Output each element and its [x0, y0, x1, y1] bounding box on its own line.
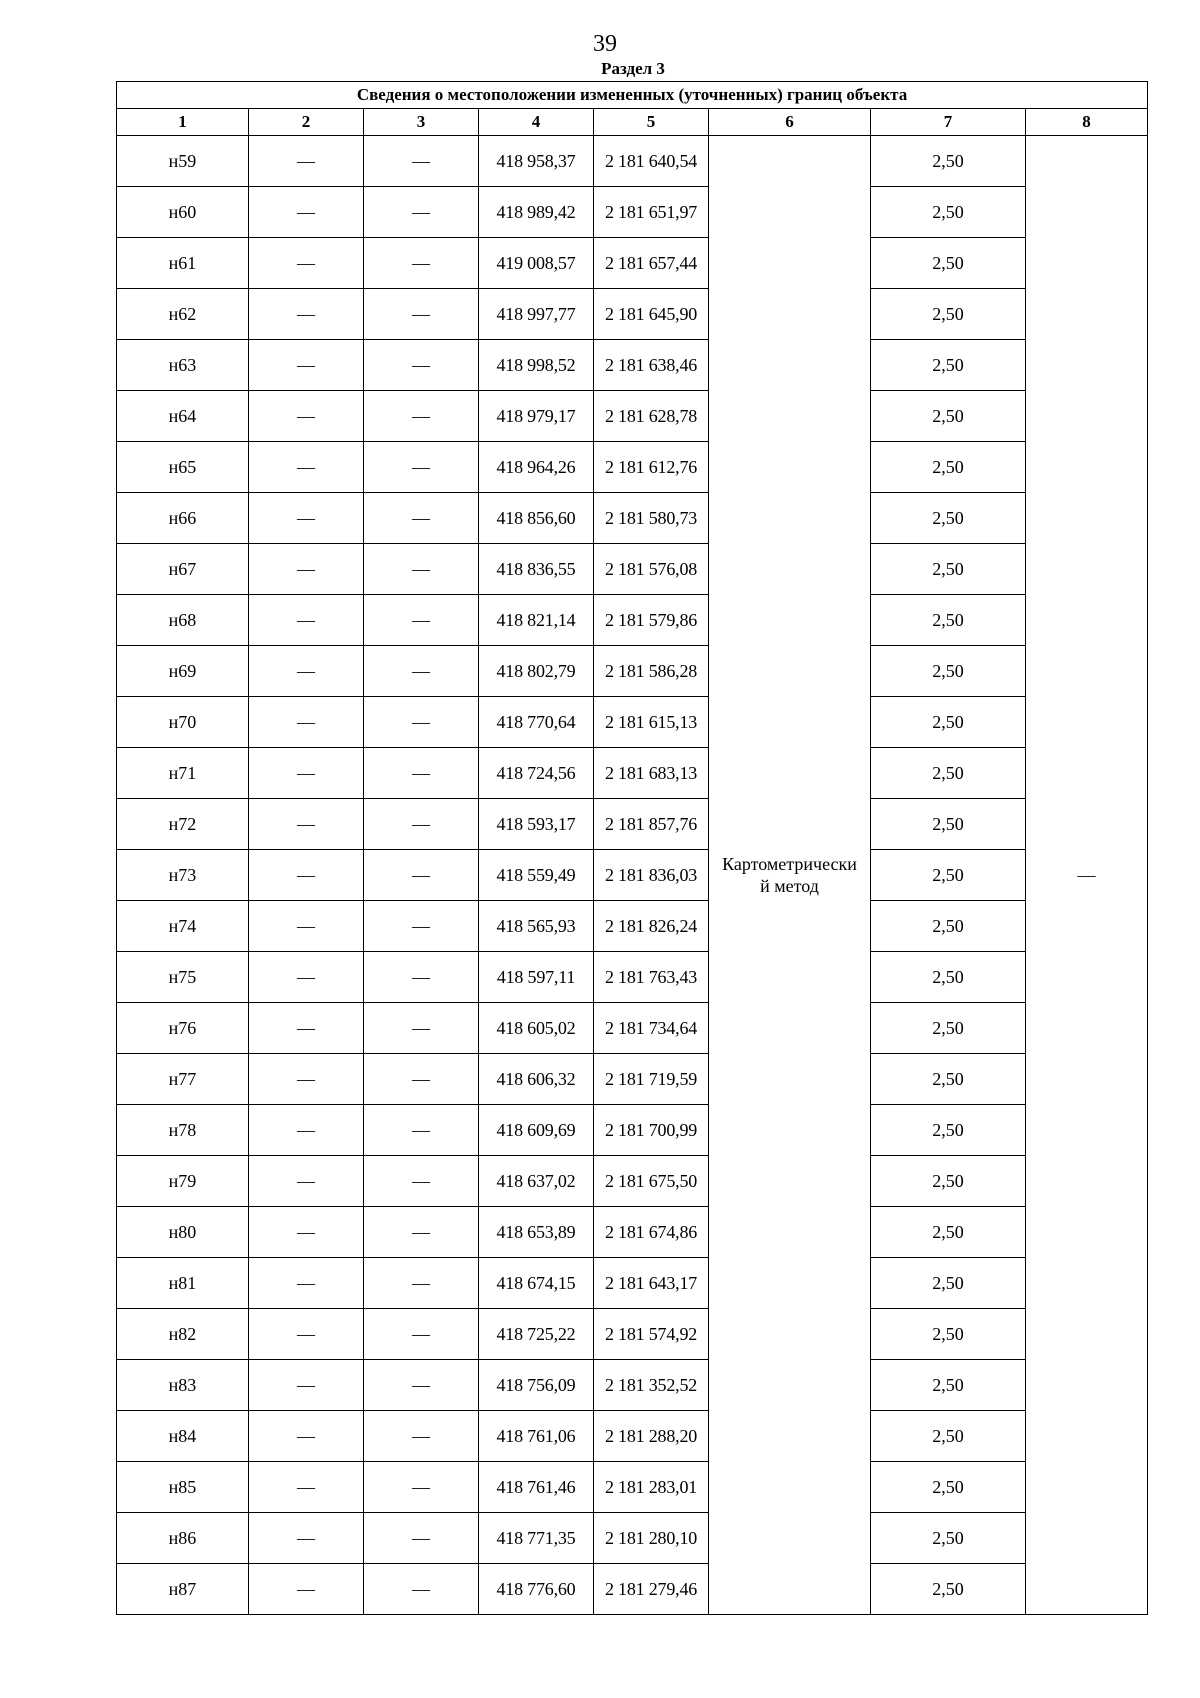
table-row — [117, 1462, 1148, 1513]
col3-cell: — — [364, 748, 479, 799]
point-id-cell: н72 — [117, 799, 249, 850]
accuracy-cell: 2,50 — [871, 1258, 1026, 1309]
accuracy-cell: 2,50 — [871, 1207, 1026, 1258]
y-coordinate-cell: 2 181 651,97 — [594, 187, 709, 238]
accuracy-cell: 2,50 — [871, 238, 1026, 289]
col3-cell: — — [364, 1309, 479, 1360]
col3-cell: — — [364, 391, 479, 442]
col3-cell: — — [364, 1054, 479, 1105]
y-coordinate-cell: 2 181 576,08 — [594, 544, 709, 595]
accuracy-cell: 2,50 — [871, 1360, 1026, 1411]
point-id-cell: н75 — [117, 952, 249, 1003]
point-id-cell: н84 — [117, 1411, 249, 1462]
x-coordinate-cell: 418 761,06 — [479, 1411, 594, 1462]
col3-cell: — — [364, 340, 479, 391]
point-id-cell: н63 — [117, 340, 249, 391]
x-coordinate-cell: 418 761,46 — [479, 1462, 594, 1513]
point-id-cell: н81 — [117, 1258, 249, 1309]
col2-cell: — — [249, 1003, 364, 1054]
table-row — [117, 1360, 1148, 1411]
accuracy-cell: 2,50 — [871, 1105, 1026, 1156]
x-coordinate-cell: 418 606,32 — [479, 1054, 594, 1105]
accuracy-cell: 2,50 — [871, 187, 1026, 238]
accuracy-cell: 2,50 — [871, 1156, 1026, 1207]
accuracy-cell: 2,50 — [871, 901, 1026, 952]
col2-cell: — — [249, 1462, 364, 1513]
accuracy-cell: 2,50 — [871, 799, 1026, 850]
method-line-1: Картометрически — [722, 854, 857, 874]
y-coordinate-cell: 2 181 580,73 — [594, 493, 709, 544]
point-id-cell: н79 — [117, 1156, 249, 1207]
point-id-cell: н87 — [117, 1564, 249, 1615]
col3-cell: — — [364, 1258, 479, 1309]
accuracy-cell: 2,50 — [871, 340, 1026, 391]
col3-cell: — — [364, 1564, 479, 1615]
table-row — [117, 289, 1148, 340]
col3-cell: — — [364, 544, 479, 595]
x-coordinate-cell: 418 770,64 — [479, 697, 594, 748]
page-number: 39 — [593, 31, 617, 57]
x-coordinate-cell: 418 725,22 — [479, 1309, 594, 1360]
x-coordinate-cell: 418 802,79 — [479, 646, 594, 697]
col3-cell: — — [364, 1105, 479, 1156]
col2-cell: — — [249, 442, 364, 493]
x-coordinate-cell: 418 821,14 — [479, 595, 594, 646]
section-title: Раздел 3 — [601, 59, 665, 78]
y-coordinate-cell: 2 181 700,99 — [594, 1105, 709, 1156]
point-id-cell: н86 — [117, 1513, 249, 1564]
table-row — [117, 391, 1148, 442]
col3-cell: — — [364, 595, 479, 646]
accuracy-cell: 2,50 — [871, 1309, 1026, 1360]
x-coordinate-cell: 418 958,37 — [479, 136, 594, 187]
y-coordinate-cell: 2 181 857,76 — [594, 799, 709, 850]
accuracy-cell: 2,50 — [871, 952, 1026, 1003]
column-number-3: 3 — [364, 109, 479, 136]
x-coordinate-cell: 418 756,09 — [479, 1360, 594, 1411]
col3-cell: — — [364, 238, 479, 289]
point-id-cell: н59 — [117, 136, 249, 187]
col2-cell: — — [249, 901, 364, 952]
y-coordinate-cell: 2 181 836,03 — [594, 850, 709, 901]
y-coordinate-cell: 2 181 615,13 — [594, 697, 709, 748]
point-id-cell: н65 — [117, 442, 249, 493]
col2-cell: — — [249, 238, 364, 289]
y-coordinate-cell: 2 181 279,46 — [594, 1564, 709, 1615]
table-body — [117, 136, 1148, 1615]
point-id-cell: н74 — [117, 901, 249, 952]
method-cell — [709, 136, 871, 1615]
point-id-cell: н66 — [117, 493, 249, 544]
table-caption: Сведения о местоположении измененных (уточненных) границ объекта — [117, 82, 1148, 109]
table-row — [117, 646, 1148, 697]
y-coordinate-cell: 2 181 574,92 — [594, 1309, 709, 1360]
x-coordinate-cell: 418 597,11 — [479, 952, 594, 1003]
x-coordinate-cell: 418 653,89 — [479, 1207, 594, 1258]
y-coordinate-cell: 2 181 763,43 — [594, 952, 709, 1003]
table-row — [117, 748, 1148, 799]
point-id-cell: н60 — [117, 187, 249, 238]
column-numbers-row — [117, 109, 1148, 136]
y-coordinate-cell: 2 181 683,13 — [594, 748, 709, 799]
col2-cell: — — [249, 1513, 364, 1564]
y-coordinate-cell: 2 181 628,78 — [594, 391, 709, 442]
col2-cell: — — [249, 1105, 364, 1156]
col3-cell: — — [364, 1003, 479, 1054]
table-row — [117, 187, 1148, 238]
table-row — [117, 799, 1148, 850]
y-coordinate-cell: 2 181 586,28 — [594, 646, 709, 697]
table-row — [117, 1309, 1148, 1360]
col2-cell: — — [249, 289, 364, 340]
col8-cell: — — [1026, 136, 1148, 1615]
table-row — [117, 238, 1148, 289]
col2-cell: — — [249, 1309, 364, 1360]
col2-cell: — — [249, 1156, 364, 1207]
x-coordinate-cell: 418 997,77 — [479, 289, 594, 340]
y-coordinate-cell: 2 181 579,86 — [594, 595, 709, 646]
point-id-cell: н71 — [117, 748, 249, 799]
table-row — [117, 850, 1148, 901]
col2-cell: — — [249, 391, 364, 442]
table-row — [117, 1105, 1148, 1156]
col2-cell: — — [249, 850, 364, 901]
table-row — [117, 697, 1148, 748]
point-id-cell: н73 — [117, 850, 249, 901]
col3-cell: — — [364, 901, 479, 952]
accuracy-cell: 2,50 — [871, 391, 1026, 442]
col3-cell: — — [364, 1513, 479, 1564]
col3-cell: — — [364, 1411, 479, 1462]
col2-cell: — — [249, 799, 364, 850]
col3-cell: — — [364, 1360, 479, 1411]
col3-cell: — — [364, 850, 479, 901]
col2-cell: — — [249, 544, 364, 595]
point-id-cell: н77 — [117, 1054, 249, 1105]
accuracy-cell: 2,50 — [871, 1003, 1026, 1054]
col3-cell: — — [364, 646, 479, 697]
column-number-6: 6 — [709, 109, 871, 136]
accuracy-cell: 2,50 — [871, 697, 1026, 748]
x-coordinate-cell: 418 593,17 — [479, 799, 594, 850]
col2-cell: — — [249, 952, 364, 1003]
col2-cell: — — [249, 646, 364, 697]
x-coordinate-cell: 418 559,49 — [479, 850, 594, 901]
table-row — [117, 544, 1148, 595]
col3-cell: — — [364, 1462, 479, 1513]
col2-cell: — — [249, 493, 364, 544]
x-coordinate-cell: 418 565,93 — [479, 901, 594, 952]
y-coordinate-cell: 2 181 657,44 — [594, 238, 709, 289]
col3-cell: — — [364, 952, 479, 1003]
y-coordinate-cell: 2 181 280,10 — [594, 1513, 709, 1564]
table-row — [117, 1564, 1148, 1615]
point-id-cell: н85 — [117, 1462, 249, 1513]
accuracy-cell: 2,50 — [871, 1462, 1026, 1513]
x-coordinate-cell: 418 637,02 — [479, 1156, 594, 1207]
table-row — [117, 952, 1148, 1003]
column-number-1: 1 — [117, 109, 249, 136]
y-coordinate-cell: 2 181 283,01 — [594, 1462, 709, 1513]
col3-cell: — — [364, 799, 479, 850]
col2-cell: — — [249, 1564, 364, 1615]
column-number-8: 8 — [1026, 109, 1148, 136]
table-row — [117, 901, 1148, 952]
col3-cell: — — [364, 442, 479, 493]
accuracy-cell: 2,50 — [871, 544, 1026, 595]
column-number-4: 4 — [479, 109, 594, 136]
y-coordinate-cell: 2 181 645,90 — [594, 289, 709, 340]
x-coordinate-cell: 418 979,17 — [479, 391, 594, 442]
table-row — [117, 1156, 1148, 1207]
point-id-cell: н64 — [117, 391, 249, 442]
x-coordinate-cell: 418 989,42 — [479, 187, 594, 238]
col2-cell: — — [249, 187, 364, 238]
accuracy-cell: 2,50 — [871, 1513, 1026, 1564]
col3-cell: — — [364, 187, 479, 238]
col3-cell: — — [364, 289, 479, 340]
y-coordinate-cell: 2 181 643,17 — [594, 1258, 709, 1309]
col2-cell: — — [249, 340, 364, 391]
table-row — [117, 340, 1148, 391]
col2-cell: — — [249, 136, 364, 187]
point-id-cell: н69 — [117, 646, 249, 697]
x-coordinate-cell: 418 998,52 — [479, 340, 594, 391]
col3-cell: — — [364, 1156, 479, 1207]
col3-cell: — — [364, 1207, 479, 1258]
point-id-cell: н68 — [117, 595, 249, 646]
point-id-cell: н62 — [117, 289, 249, 340]
col2-cell: — — [249, 1054, 364, 1105]
accuracy-cell: 2,50 — [871, 1054, 1026, 1105]
x-coordinate-cell: 419 008,57 — [479, 238, 594, 289]
x-coordinate-cell: 418 856,60 — [479, 493, 594, 544]
point-id-cell: н70 — [117, 697, 249, 748]
accuracy-cell: 2,50 — [871, 646, 1026, 697]
table-row — [117, 1003, 1148, 1054]
point-id-cell: н83 — [117, 1360, 249, 1411]
col3-cell: — — [364, 493, 479, 544]
table-row — [117, 1054, 1148, 1105]
point-id-cell: н61 — [117, 238, 249, 289]
accuracy-cell: 2,50 — [871, 442, 1026, 493]
y-coordinate-cell: 2 181 719,59 — [594, 1054, 709, 1105]
y-coordinate-cell: 2 181 826,24 — [594, 901, 709, 952]
col2-cell: — — [249, 697, 364, 748]
x-coordinate-cell: 418 771,35 — [479, 1513, 594, 1564]
col2-cell: — — [249, 1207, 364, 1258]
table-row — [117, 442, 1148, 493]
column-number-7: 7 — [871, 109, 1026, 136]
table-row — [117, 1411, 1148, 1462]
point-id-cell: н67 — [117, 544, 249, 595]
col2-cell: — — [249, 1258, 364, 1309]
col3-cell: — — [364, 697, 479, 748]
y-coordinate-cell: 2 181 640,54 — [594, 136, 709, 187]
accuracy-cell: 2,50 — [871, 748, 1026, 799]
table-row — [117, 136, 1148, 187]
col2-cell: — — [249, 748, 364, 799]
boundary-coordinates-table — [116, 81, 1148, 1615]
col2-cell: — — [249, 1411, 364, 1462]
col2-cell: — — [249, 595, 364, 646]
method-line-2: й метод — [760, 876, 819, 896]
accuracy-cell: 2,50 — [871, 493, 1026, 544]
col3-cell: — — [364, 136, 479, 187]
table-row — [117, 1207, 1148, 1258]
point-id-cell: н80 — [117, 1207, 249, 1258]
x-coordinate-cell: 418 605,02 — [479, 1003, 594, 1054]
accuracy-cell: 2,50 — [871, 289, 1026, 340]
point-id-cell: н76 — [117, 1003, 249, 1054]
x-coordinate-cell: 418 609,69 — [479, 1105, 594, 1156]
point-id-cell: н78 — [117, 1105, 249, 1156]
y-coordinate-cell: 2 181 638,46 — [594, 340, 709, 391]
y-coordinate-cell: 2 181 352,52 — [594, 1360, 709, 1411]
x-coordinate-cell: 418 776,60 — [479, 1564, 594, 1615]
col2-cell: — — [249, 1360, 364, 1411]
table-row — [117, 1258, 1148, 1309]
y-coordinate-cell: 2 181 734,64 — [594, 1003, 709, 1054]
accuracy-cell: 2,50 — [871, 850, 1026, 901]
column-number-2: 2 — [249, 109, 364, 136]
x-coordinate-cell: 418 964,26 — [479, 442, 594, 493]
y-coordinate-cell: 2 181 674,86 — [594, 1207, 709, 1258]
x-coordinate-cell: 418 836,55 — [479, 544, 594, 595]
point-id-cell: н82 — [117, 1309, 249, 1360]
x-coordinate-cell: 418 674,15 — [479, 1258, 594, 1309]
column-number-5: 5 — [594, 109, 709, 136]
table-row — [117, 595, 1148, 646]
accuracy-cell: 2,50 — [871, 1564, 1026, 1615]
accuracy-cell: 2,50 — [871, 136, 1026, 187]
y-coordinate-cell: 2 181 288,20 — [594, 1411, 709, 1462]
accuracy-cell: 2,50 — [871, 595, 1026, 646]
y-coordinate-cell: 2 181 675,50 — [594, 1156, 709, 1207]
y-coordinate-cell: 2 181 612,76 — [594, 442, 709, 493]
table-row — [117, 493, 1148, 544]
x-coordinate-cell: 418 724,56 — [479, 748, 594, 799]
table-row — [117, 1513, 1148, 1564]
accuracy-cell: 2,50 — [871, 1411, 1026, 1462]
